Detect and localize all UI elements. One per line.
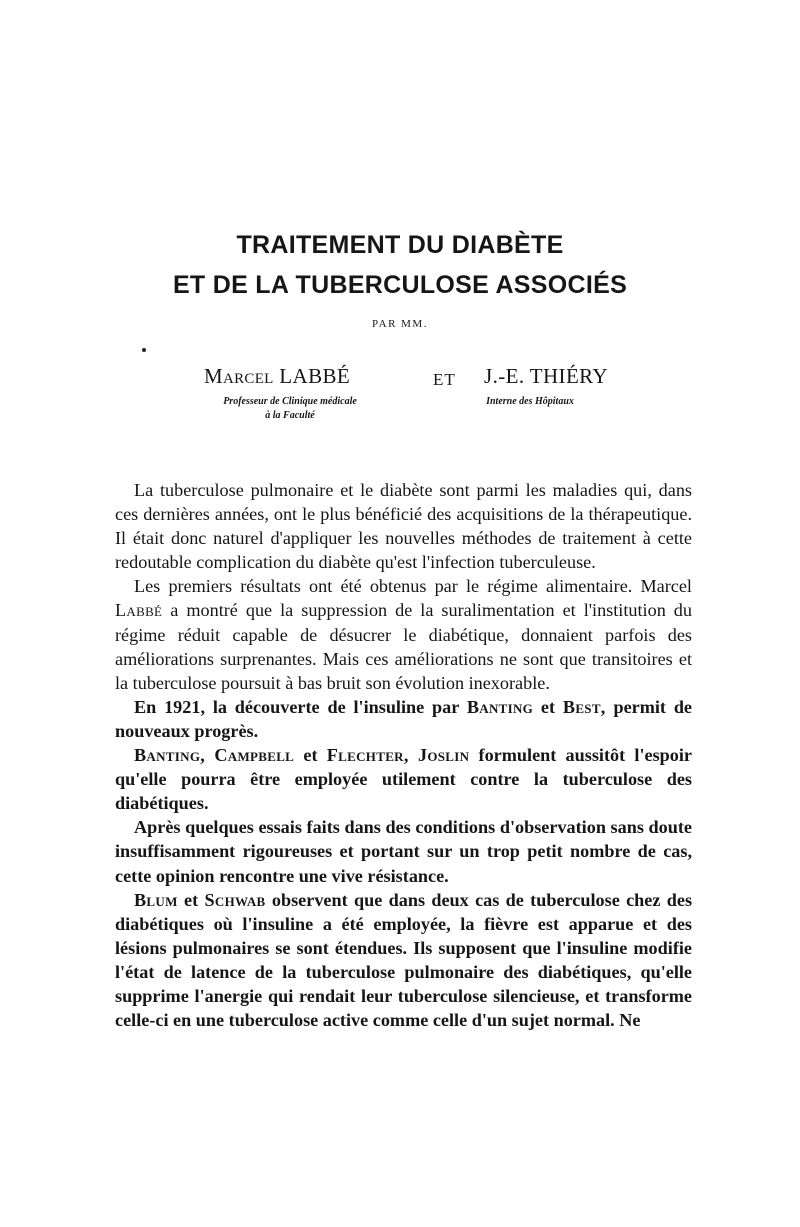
article-title-line-1: TRAITEMENT DU DIABÈTE bbox=[236, 231, 564, 259]
paragraph-5: Après quelques essais faits dans des conditions d'observation sans doute insuffisamment rigoureuses et portant sur un trop petit nombre de cas, cette opinion rencontre une vive résistance. bbox=[115, 817, 692, 886]
affiliation-thiery: Interne des Hôpitaux bbox=[486, 396, 574, 407]
paragraph-4-name-4: Joslin bbox=[417, 745, 470, 766]
paragraph-4-name-3: Flechter, bbox=[326, 745, 409, 766]
paragraph-6-name-1: Blum bbox=[134, 889, 178, 910]
author-labbe-first-name: Marcel bbox=[204, 364, 274, 388]
article-body bbox=[115, 478, 692, 1032]
paragraph-1: La tuberculose pulmonaire et le diabète sont parmi les maladies qui, dans ces dernières années, ont le plus bénéficié des acquisitions de la thérapeutique. Il était donc naturel d'appliquer les nouvelles méthodes de traitement à cette redoutable complication du diabète qu'est l'infection tuberculeuse. bbox=[115, 480, 692, 573]
paragraph-6-text-b: observent que dans deux cas de tuberculose chez des diabétiques où l'insuline a été employée, la fièvre est apparue et des lésions pulmonaires se sont étendues. Ils supposent que l'insuline modifie l'état de latence de la tuberculose pulmonaire des diabétiques, qu'elle supprime l'anergie qui rendait leur tuberculose silencieuse, et transforme celle-ci en une tuberculose active comme celle d'un sujet normal. Ne bbox=[115, 889, 693, 1031]
paragraph-6-mid: et bbox=[184, 889, 199, 910]
paragraph-4 bbox=[115, 743, 692, 815]
paragraph-2-text-b: a montré que la suppression de la suralimentation et l'institution du régime réduit capable de désucrer le diabétique, donnaient parfois des améliorations surprenantes. Mais ces améliorations ne sont que transitoires et la tuberculose poursuit à bas bruit son évolution inexorable. bbox=[115, 600, 692, 693]
article-title-line-2: ET DE LA TUBERCULOSE ASSOCIÉS bbox=[172, 271, 628, 299]
stray-mark bbox=[142, 348, 146, 352]
paragraph-3-text-a: En 1921, la découverte de l'insuline par bbox=[134, 696, 460, 717]
paragraph-6 bbox=[115, 888, 692, 1033]
paragraph-2 bbox=[115, 574, 692, 694]
paragraph-3-name-2: Best, bbox=[562, 696, 606, 717]
paragraph-2-name: Labbé bbox=[115, 600, 163, 621]
paragraph-4-name-1: Banting, bbox=[134, 745, 206, 766]
paragraph-4-mid: et bbox=[303, 745, 318, 766]
paragraph-3-name-1: Banting bbox=[466, 696, 534, 717]
paragraph-3-mid: et bbox=[540, 696, 556, 717]
by-line: PAR MM. bbox=[372, 318, 428, 330]
paragraph-2-text-a: Les premiers résultats ont été obtenus par le régime alimentaire. Marcel bbox=[134, 576, 692, 597]
paragraph-3 bbox=[115, 695, 692, 743]
affiliation-labbe-line-1: Professeur de Clinique médicale bbox=[223, 396, 357, 407]
author-thiery: J.-E. THIÉRY bbox=[484, 364, 608, 388]
paragraph-3-text-b: permit de nouveaux progrès. bbox=[115, 696, 693, 741]
author-conjunction: ET bbox=[433, 370, 456, 389]
paragraph-6-name-2: Schwab bbox=[204, 889, 266, 910]
affiliation-labbe-line-2: à la Faculté bbox=[265, 410, 315, 421]
affiliation-labbe bbox=[190, 395, 390, 423]
paragraph-4-name-2: Campbell bbox=[214, 745, 295, 766]
author-labbe bbox=[204, 363, 350, 389]
paragraph-4-text-b: formulent aussitôt l'espoir qu'elle pourra être employée utilement contre la tuberculose des diabétiques. bbox=[115, 745, 692, 814]
author-labbe-last-name: LABBÉ bbox=[279, 364, 351, 388]
